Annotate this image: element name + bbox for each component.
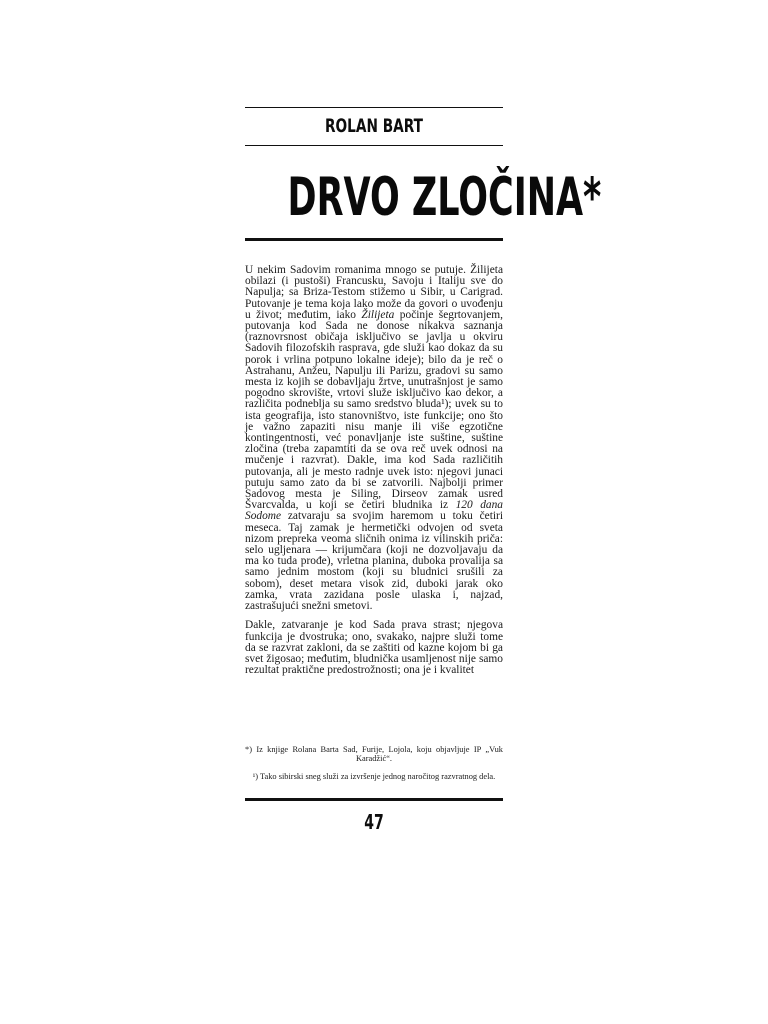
paragraph-2: Dakle, zatvaranje je kod Sada prava strast; njegova funkcija je dvostruka; ono, svakako, najpre služi tome da se razvrat zakloni, da se zaštiti od kazne kojom bi ga svet žigosao; međutim, bludnička usamljenost nije samo rezultat praktične predostrožnosti; ona je i kvalitet <box>245 619 503 677</box>
article-body <box>245 265 503 676</box>
paragraph-1-text-c: zatvaraju sa svojim haremom u toku četiri meseca. Taj zamak je hermetički odvojen od sveta nizom prepreka veoma sličnih onima iz vilinskih priča: selo ugljenara — krijumčara (koji ne dozvoljavaju da ma ko tuda prođe), vrletna planina, duboka provalija sa samo jednim mostom (koji su bludnici srušili za sobom), deset metara visok zid, duboki jarak oko zamka, vrata zazidana posle ulaska i, najzad, zastrašujući snežni smetovi. <box>245 510 503 613</box>
paragraph-1-text-a: U nekim Sadovim romanima mnogo se putuje. Žilijeta obilazi (i pustoši) Francusku, Savoju i Italiju sve do Napulja; sa Briza-Testom stižemo u Sibir, u Carigrad. Putovanje je tema koja lako može da govori o uvođenju u život; međutim, iako <box>245 264 503 321</box>
author-rule <box>245 145 503 146</box>
page-number: 47 <box>364 810 384 834</box>
title-rule <box>245 238 503 241</box>
footnotes <box>245 745 503 781</box>
paragraph-1-italic-a: Žilijeta <box>361 308 395 321</box>
author-name: ROLAN BART <box>325 115 423 137</box>
footnote-2: ¹) Tako sibirski sneg služi za izvršenje jednog naročitog razvratnog dela. <box>252 771 496 781</box>
paragraph-1-text-b: počinje šegrtovanjem, putovanja kod Sada ne donose nikakva saznanja (raznovrsnost običaja isključivo se javlja u okviru Sadovih filozofskih rasprava, gde služi kao dokaz da su porok i vrlina potpuno lokalne ideje); bilo da je reč o Astrahanu, Anžeu, Napulju ili Parizu, gradovi su samo mesta iz kojih se dobavljaju žrtve, unutrašnjost je samo pogodno skrovište, vrtovi služe isključivo kao dekor, a različita podneblja su samo sredstvo bluda¹); uvek su to ista geografija, isto stanovništvo, iste funkcije; ono što je važno zapaziti nisu manje ili više egzotične kontingentnosti, već ponavljanje iste suštine, suštine zločina (treba zapamtiti da se ova reč uvek odnosi na mučenje i razvrat). Dakle, ima kod Sada različitih putovanja, ali je mesto radnje uvek isto: njegovi junaci putuju samo zato da bi se zatvorili. Najbolji primer Sadovog mesta je Siling, Dirseov zamak usred Švarcvalda, u koji se četiri bludnika iz <box>245 308 503 512</box>
article-title: DRVO ZLOČINA* <box>287 167 602 228</box>
top-rule <box>245 107 503 108</box>
footnote-1: *) Iz knjige Rolana Barta Sad, Furije, Lojola, koju objavljuje IP „Vuk Karadžić“. <box>245 745 503 764</box>
paragraph-1 <box>245 265 503 612</box>
paragraph-1-italic-b: 120 dana Sodome <box>245 499 503 523</box>
footer-rule <box>245 798 503 801</box>
